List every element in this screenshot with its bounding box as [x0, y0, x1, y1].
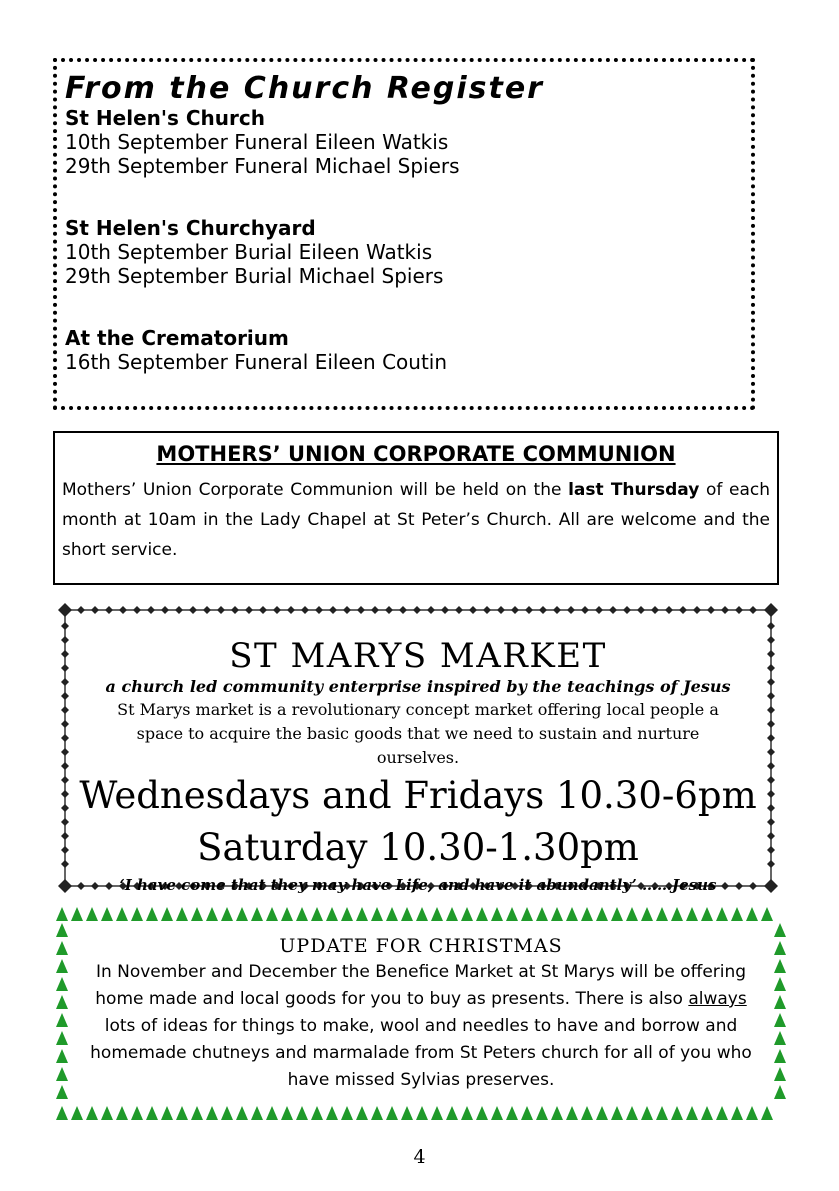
register-section-heading: At the Crematorium: [65, 326, 289, 350]
tree-mark: [731, 907, 743, 921]
market-description: St Marys market is a revolutionary concept market offering local people a space to acquire the basic goods that we need to sustain and nurture ourselves.: [117, 700, 719, 767]
tree-mark: [551, 1106, 563, 1120]
ornament-mark: [399, 606, 407, 614]
tree-mark: [296, 1106, 308, 1120]
ornament-mark: [61, 622, 69, 630]
ornament-mark: [273, 606, 281, 614]
ornament-mark: [767, 720, 775, 728]
tree-mark: [386, 907, 398, 921]
tree-mark: [221, 1106, 233, 1120]
ornament-mark: [301, 606, 309, 614]
tree-mark: [506, 1106, 518, 1120]
ornament-mark: [61, 706, 69, 714]
ornament-mark: [61, 678, 69, 686]
tree-mark: [56, 907, 68, 921]
tree-mark: [566, 1106, 578, 1120]
ornament-mark: [767, 818, 775, 826]
tree-mark: [56, 1049, 68, 1063]
tree-mark: [774, 941, 786, 955]
ornament-mark: [609, 606, 617, 614]
ornament-mark: [623, 606, 631, 614]
tree-mark: [146, 1106, 158, 1120]
tree-mark: [101, 907, 113, 921]
tree-mark: [506, 907, 518, 921]
tree-mark: [401, 907, 413, 921]
register-entry: 10th September Burial Eileen Watkis: [65, 240, 433, 264]
ornament-mark: [61, 650, 69, 658]
ornament-mark: [767, 636, 775, 644]
tree-mark: [686, 1106, 698, 1120]
tree-mark: [611, 907, 623, 921]
ornament-mark: [287, 606, 295, 614]
tree-mark: [206, 1106, 218, 1120]
market-quote: ‘I have come that they may have Life, and have it abundantly’ ……Jesus: [119, 876, 717, 894]
register-section: [65, 106, 743, 178]
st-marys-market-box: [57, 602, 779, 894]
christmas-content: [83, 933, 759, 1094]
ornament-mark: [175, 606, 183, 614]
tree-mark: [746, 1106, 758, 1120]
tree-mark: [116, 1106, 128, 1120]
mothers-union-body: [62, 475, 770, 565]
ornament-mark: [767, 762, 775, 770]
tree-mark: [774, 1031, 786, 1045]
christmas-body: [83, 959, 759, 1094]
ornament-mark: [61, 734, 69, 742]
ornament-mark: [767, 650, 775, 658]
tree-mark: [731, 1106, 743, 1120]
tree-mark: [401, 1106, 413, 1120]
tree-mark: [536, 1106, 548, 1120]
ornament-mark: [413, 606, 421, 614]
ornament-mark: [553, 606, 561, 614]
tree-mark: [774, 923, 786, 937]
christmas-text: lots of ideas for things to make, wool and needles to have and borrow and homemade chutneys and marmalade from St Peters church for all of you who have missed Sylvias preserves.: [90, 1016, 752, 1090]
ornament-mark: [189, 606, 197, 614]
ornament-mark: [61, 804, 69, 812]
tree-mark: [86, 1106, 98, 1120]
church-register-box: [53, 58, 755, 410]
tree-mark: [161, 1106, 173, 1120]
tree-mark: [386, 1106, 398, 1120]
tree-mark: [206, 907, 218, 921]
tree-mark: [236, 1106, 248, 1120]
tree-mark: [356, 1106, 368, 1120]
tree-mark: [251, 1106, 263, 1120]
ornament-mark: [61, 664, 69, 672]
ornament-mark: [343, 606, 351, 614]
tree-mark: [56, 923, 68, 937]
ornament-mark: [767, 832, 775, 840]
mothers-union-box: [53, 431, 779, 585]
tree-mark: [101, 1106, 113, 1120]
ornament-mark: [483, 606, 491, 614]
tree-mark: [266, 907, 278, 921]
tree-mark: [774, 1049, 786, 1063]
christmas-title: UPDATE FOR CHRISTMAS: [279, 935, 563, 957]
ornament-mark: [61, 818, 69, 826]
tree-mark: [626, 1106, 638, 1120]
tree-mark: [774, 959, 786, 973]
ornament-mark: [61, 636, 69, 644]
tree-mark: [281, 907, 293, 921]
tree-mark: [521, 907, 533, 921]
page-number: 4: [413, 1146, 426, 1168]
mothers-union-text: of each month at 10am in the Lady Chapel at St Peter’s Church. All are welcome and the short service.: [62, 480, 771, 560]
market-tagline: a church led community enterprise inspired by the teachings of Jesus: [105, 677, 731, 696]
tree-mark: [176, 1106, 188, 1120]
tree-mark: [671, 1106, 683, 1120]
tree-mark: [431, 907, 443, 921]
tree-mark: [56, 959, 68, 973]
tree-mark: [746, 907, 758, 921]
tree-mark: [461, 1106, 473, 1120]
tree-mark: [56, 995, 68, 1009]
tree-mark: [371, 907, 383, 921]
tree-mark: [581, 1106, 593, 1120]
ornament-mark: [371, 606, 379, 614]
ornament-mark: [767, 748, 775, 756]
ornament-mark: [203, 606, 211, 614]
tree-mark: [774, 1085, 786, 1099]
ornament-mark: [525, 606, 533, 614]
tree-mark: [611, 1106, 623, 1120]
mothers-union-title: MOTHERS’ UNION CORPORATE COMMUNION: [156, 442, 676, 466]
ornament-mark: [595, 606, 603, 614]
register-entry: 29th September Burial Michael Spiers: [65, 264, 444, 288]
ornament-mark: [161, 606, 169, 614]
tree-mark: [596, 1106, 608, 1120]
tree-mark: [86, 907, 98, 921]
tree-mark: [431, 1106, 443, 1120]
ornament-mark: [61, 762, 69, 770]
tree-mark: [461, 907, 473, 921]
tree-mark: [281, 1106, 293, 1120]
ornament-mark: [767, 790, 775, 798]
tree-mark: [326, 907, 338, 921]
register-entry: 16th September Funeral Eileen Coutin: [65, 350, 448, 374]
tree-mark: [774, 1013, 786, 1027]
tree-mark: [56, 1067, 68, 1081]
tree-mark: [641, 1106, 653, 1120]
register-entry: 29th September Funeral Michael Spiers: [65, 154, 460, 178]
tree-mark: [56, 977, 68, 991]
tree-mark: [686, 907, 698, 921]
tree-mark: [701, 1106, 713, 1120]
tree-mark: [491, 907, 503, 921]
ornament-mark: [707, 606, 715, 614]
tree-mark: [191, 1106, 203, 1120]
tree-mark: [641, 907, 653, 921]
ornament-mark: [217, 606, 225, 614]
tree-mark: [161, 907, 173, 921]
tree-mark: [761, 1106, 773, 1120]
ornament-mark: [735, 606, 743, 614]
tree-mark: [236, 907, 248, 921]
tree-mark: [371, 1106, 383, 1120]
register-section-heading: St Helen's Church: [65, 106, 265, 130]
ornament-mark: [61, 748, 69, 756]
tree-mark: [701, 907, 713, 921]
ornament-mark: [441, 606, 449, 614]
ornament-mark: [315, 606, 323, 614]
ornament-mark: [749, 606, 757, 614]
christmas-underlined-word: always: [688, 989, 747, 1009]
ornament-mark: [61, 790, 69, 798]
tree-mark: [446, 1106, 458, 1120]
ornament-mark: [77, 606, 85, 614]
ornament-mark: [133, 606, 141, 614]
register-section: [65, 216, 743, 288]
ornament-mark: [539, 606, 547, 614]
ornament-mark: [259, 606, 267, 614]
ornament-mark: [511, 606, 519, 614]
ornament-mark: [581, 606, 589, 614]
tree-mark: [56, 1013, 68, 1027]
ornament-mark: [767, 804, 775, 812]
tree-mark: [251, 907, 263, 921]
tree-mark: [656, 1106, 668, 1120]
ornament-mark: [119, 606, 127, 614]
tree-mark: [446, 907, 458, 921]
ornament-mark: [469, 606, 477, 614]
ornament-mark: [637, 606, 645, 614]
ornament-mark: [357, 606, 365, 614]
christmas-text: In November and December the Benefice Market at St Marys will be offering home made and local goods for you to buy as presents. There is also: [95, 962, 747, 1009]
corner-ornament: [764, 603, 778, 617]
tree-mark: [296, 907, 308, 921]
register-section: [65, 326, 743, 374]
tree-mark: [356, 907, 368, 921]
tree-mark: [536, 907, 548, 921]
ornament-mark: [693, 606, 701, 614]
tree-mark: [476, 1106, 488, 1120]
ornament-mark: [767, 664, 775, 672]
tree-mark: [521, 1106, 533, 1120]
ornament-mark: [651, 606, 659, 614]
ornament-mark: [61, 692, 69, 700]
ornament-mark: [91, 606, 99, 614]
ornament-mark: [61, 846, 69, 854]
ornament-mark: [245, 606, 253, 614]
christmas-update-box: [53, 907, 789, 1122]
mothers-union-emphasis: last Thursday: [568, 480, 700, 500]
ornament-mark: [767, 622, 775, 630]
register-title: From the Church Register: [65, 71, 544, 106]
tree-mark: [416, 907, 428, 921]
tree-mark: [716, 907, 728, 921]
tree-mark: [311, 1106, 323, 1120]
tree-mark: [326, 1106, 338, 1120]
ornament-mark: [767, 860, 775, 868]
ornament-mark: [61, 860, 69, 868]
ornament-mark: [767, 846, 775, 854]
tree-mark: [71, 1106, 83, 1120]
mothers-union-text: Mothers’ Union Corporate Communion will be held on the: [62, 480, 569, 500]
tree-mark: [116, 907, 128, 921]
ornament-mark: [105, 606, 113, 614]
ornament-mark: [329, 606, 337, 614]
register-section-heading: St Helen's Churchyard: [65, 216, 316, 240]
tree-mark: [716, 1106, 728, 1120]
tree-mark: [416, 1106, 428, 1120]
tree-mark: [146, 907, 158, 921]
tree-mark: [596, 907, 608, 921]
market-title: ST MARYS MARKET: [229, 636, 607, 676]
tree-mark: [56, 1031, 68, 1045]
ornament-mark: [385, 606, 393, 614]
ornament-mark: [455, 606, 463, 614]
corner-ornament: [58, 879, 72, 893]
ornament-mark: [679, 606, 687, 614]
tree-mark: [774, 995, 786, 1009]
tree-mark: [551, 907, 563, 921]
tree-mark: [671, 907, 683, 921]
ornament-mark: [61, 776, 69, 784]
tree-mark: [131, 907, 143, 921]
corner-ornament: [58, 603, 72, 617]
corner-ornament: [764, 879, 778, 893]
tree-mark: [341, 907, 353, 921]
tree-mark: [774, 1067, 786, 1081]
tree-mark: [491, 1106, 503, 1120]
ornament-mark: [61, 720, 69, 728]
tree-mark: [581, 907, 593, 921]
ornament-mark: [497, 606, 505, 614]
register-entry: 10th September Funeral Eileen Watkis: [65, 130, 449, 154]
tree-mark: [176, 907, 188, 921]
ornament-mark: [567, 606, 575, 614]
tree-mark: [774, 977, 786, 991]
market-days-weekday: Wednesdays and Fridays 10.30-6pm: [79, 774, 757, 817]
tree-mark: [311, 907, 323, 921]
ornament-mark: [427, 606, 435, 614]
ornament-mark: [767, 692, 775, 700]
ornament-mark: [147, 606, 155, 614]
tree-mark: [266, 1106, 278, 1120]
ornament-mark: [231, 606, 239, 614]
tree-mark: [656, 907, 668, 921]
tree-mark: [56, 1106, 68, 1120]
market-content: [77, 636, 759, 896]
tree-mark: [566, 907, 578, 921]
ornament-mark: [767, 678, 775, 686]
tree-mark: [191, 907, 203, 921]
ornament-mark: [767, 776, 775, 784]
tree-mark: [131, 1106, 143, 1120]
tree-mark: [56, 941, 68, 955]
ornament-mark: [665, 606, 673, 614]
tree-mark: [71, 907, 83, 921]
tree-mark: [56, 1085, 68, 1099]
tree-mark: [476, 907, 488, 921]
ornament-mark: [767, 734, 775, 742]
tree-mark: [341, 1106, 353, 1120]
ornament-mark: [61, 832, 69, 840]
market-days-saturday: Saturday 10.30-1.30pm: [197, 826, 639, 869]
ornament-mark: [767, 706, 775, 714]
tree-mark: [626, 907, 638, 921]
tree-mark: [221, 907, 233, 921]
ornament-mark: [721, 606, 729, 614]
tree-mark: [761, 907, 773, 921]
